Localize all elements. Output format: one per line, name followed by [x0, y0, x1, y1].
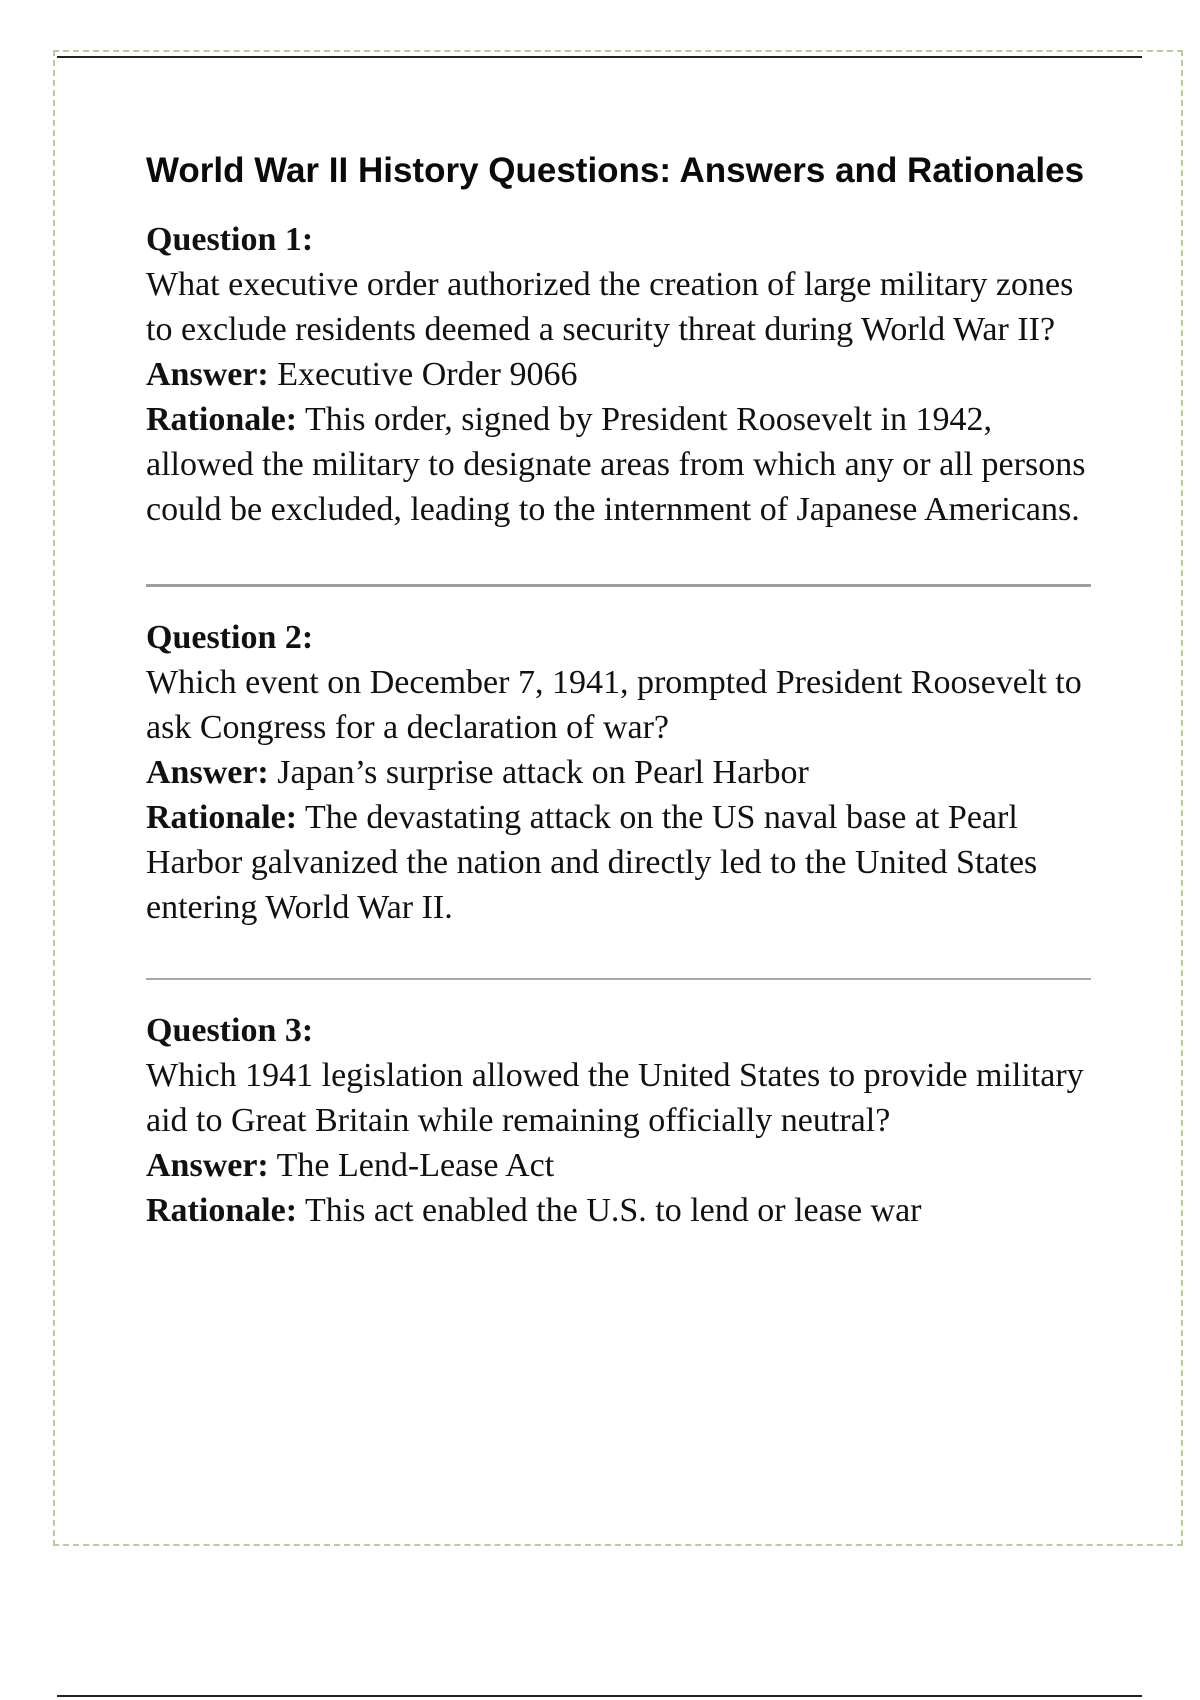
answer-label: Answer:: [146, 754, 269, 791]
question-text: Which 1941 legislation allowed the United States to provide military aid to Great Britain while remaining officially neutral?: [146, 1057, 1084, 1139]
rationale-text: The devastating attack on the US naval base at Pearl Harbor galvanized the nation and directly led to the United States entering World War II.: [146, 799, 1038, 926]
answer-label: Answer:: [146, 1147, 269, 1184]
question-block-1: [146, 217, 1096, 532]
answer-text: Executive Order 9066: [277, 356, 578, 393]
rationale-label: Rationale:: [146, 401, 298, 438]
rationale-text: This order, signed by President Roosevelt in 1942, allowed the military to designate areas from which any or all persons could be excluded, leading to the internment of Japanese Americans.: [146, 401, 1086, 528]
document-content: [146, 142, 1096, 1233]
answer-line: [146, 1143, 1096, 1188]
section-divider: [146, 978, 1091, 980]
document-title: World War II History Questions: Answers and Rationales: [146, 151, 1085, 190]
bottom-page-rule: [57, 1695, 1142, 1697]
answer-label: Answer:: [146, 356, 269, 393]
rationale-line: [146, 795, 1096, 930]
question-text: Which event on December 7, 1941, prompted President Roosevelt to ask Congress for a declaration of war?: [146, 664, 1082, 746]
question-block-2: [146, 615, 1096, 930]
answer-line: [146, 750, 1096, 795]
section-divider: [146, 584, 1091, 587]
question-text: What executive order authorized the creation of large military zones to exclude residents deemed a security threat during World War II?: [146, 266, 1074, 348]
rationale-label: Rationale:: [146, 1192, 298, 1229]
rationale-line: [146, 397, 1096, 532]
rationale-text: This act enabled the U.S. to lend or lease war: [304, 1192, 922, 1229]
question-heading: Question 2:: [146, 619, 314, 656]
answer-line: [146, 352, 1096, 397]
answer-text: Japan’s surprise attack on Pearl Harbor: [277, 754, 809, 791]
question-heading: Question 1:: [146, 221, 314, 258]
question-block-3: [146, 1008, 1096, 1233]
answer-text: The Lend-Lease Act: [276, 1147, 555, 1184]
question-heading: Question 3:: [146, 1012, 314, 1049]
rationale-line: [146, 1188, 1096, 1233]
rationale-label: Rationale:: [146, 799, 298, 836]
